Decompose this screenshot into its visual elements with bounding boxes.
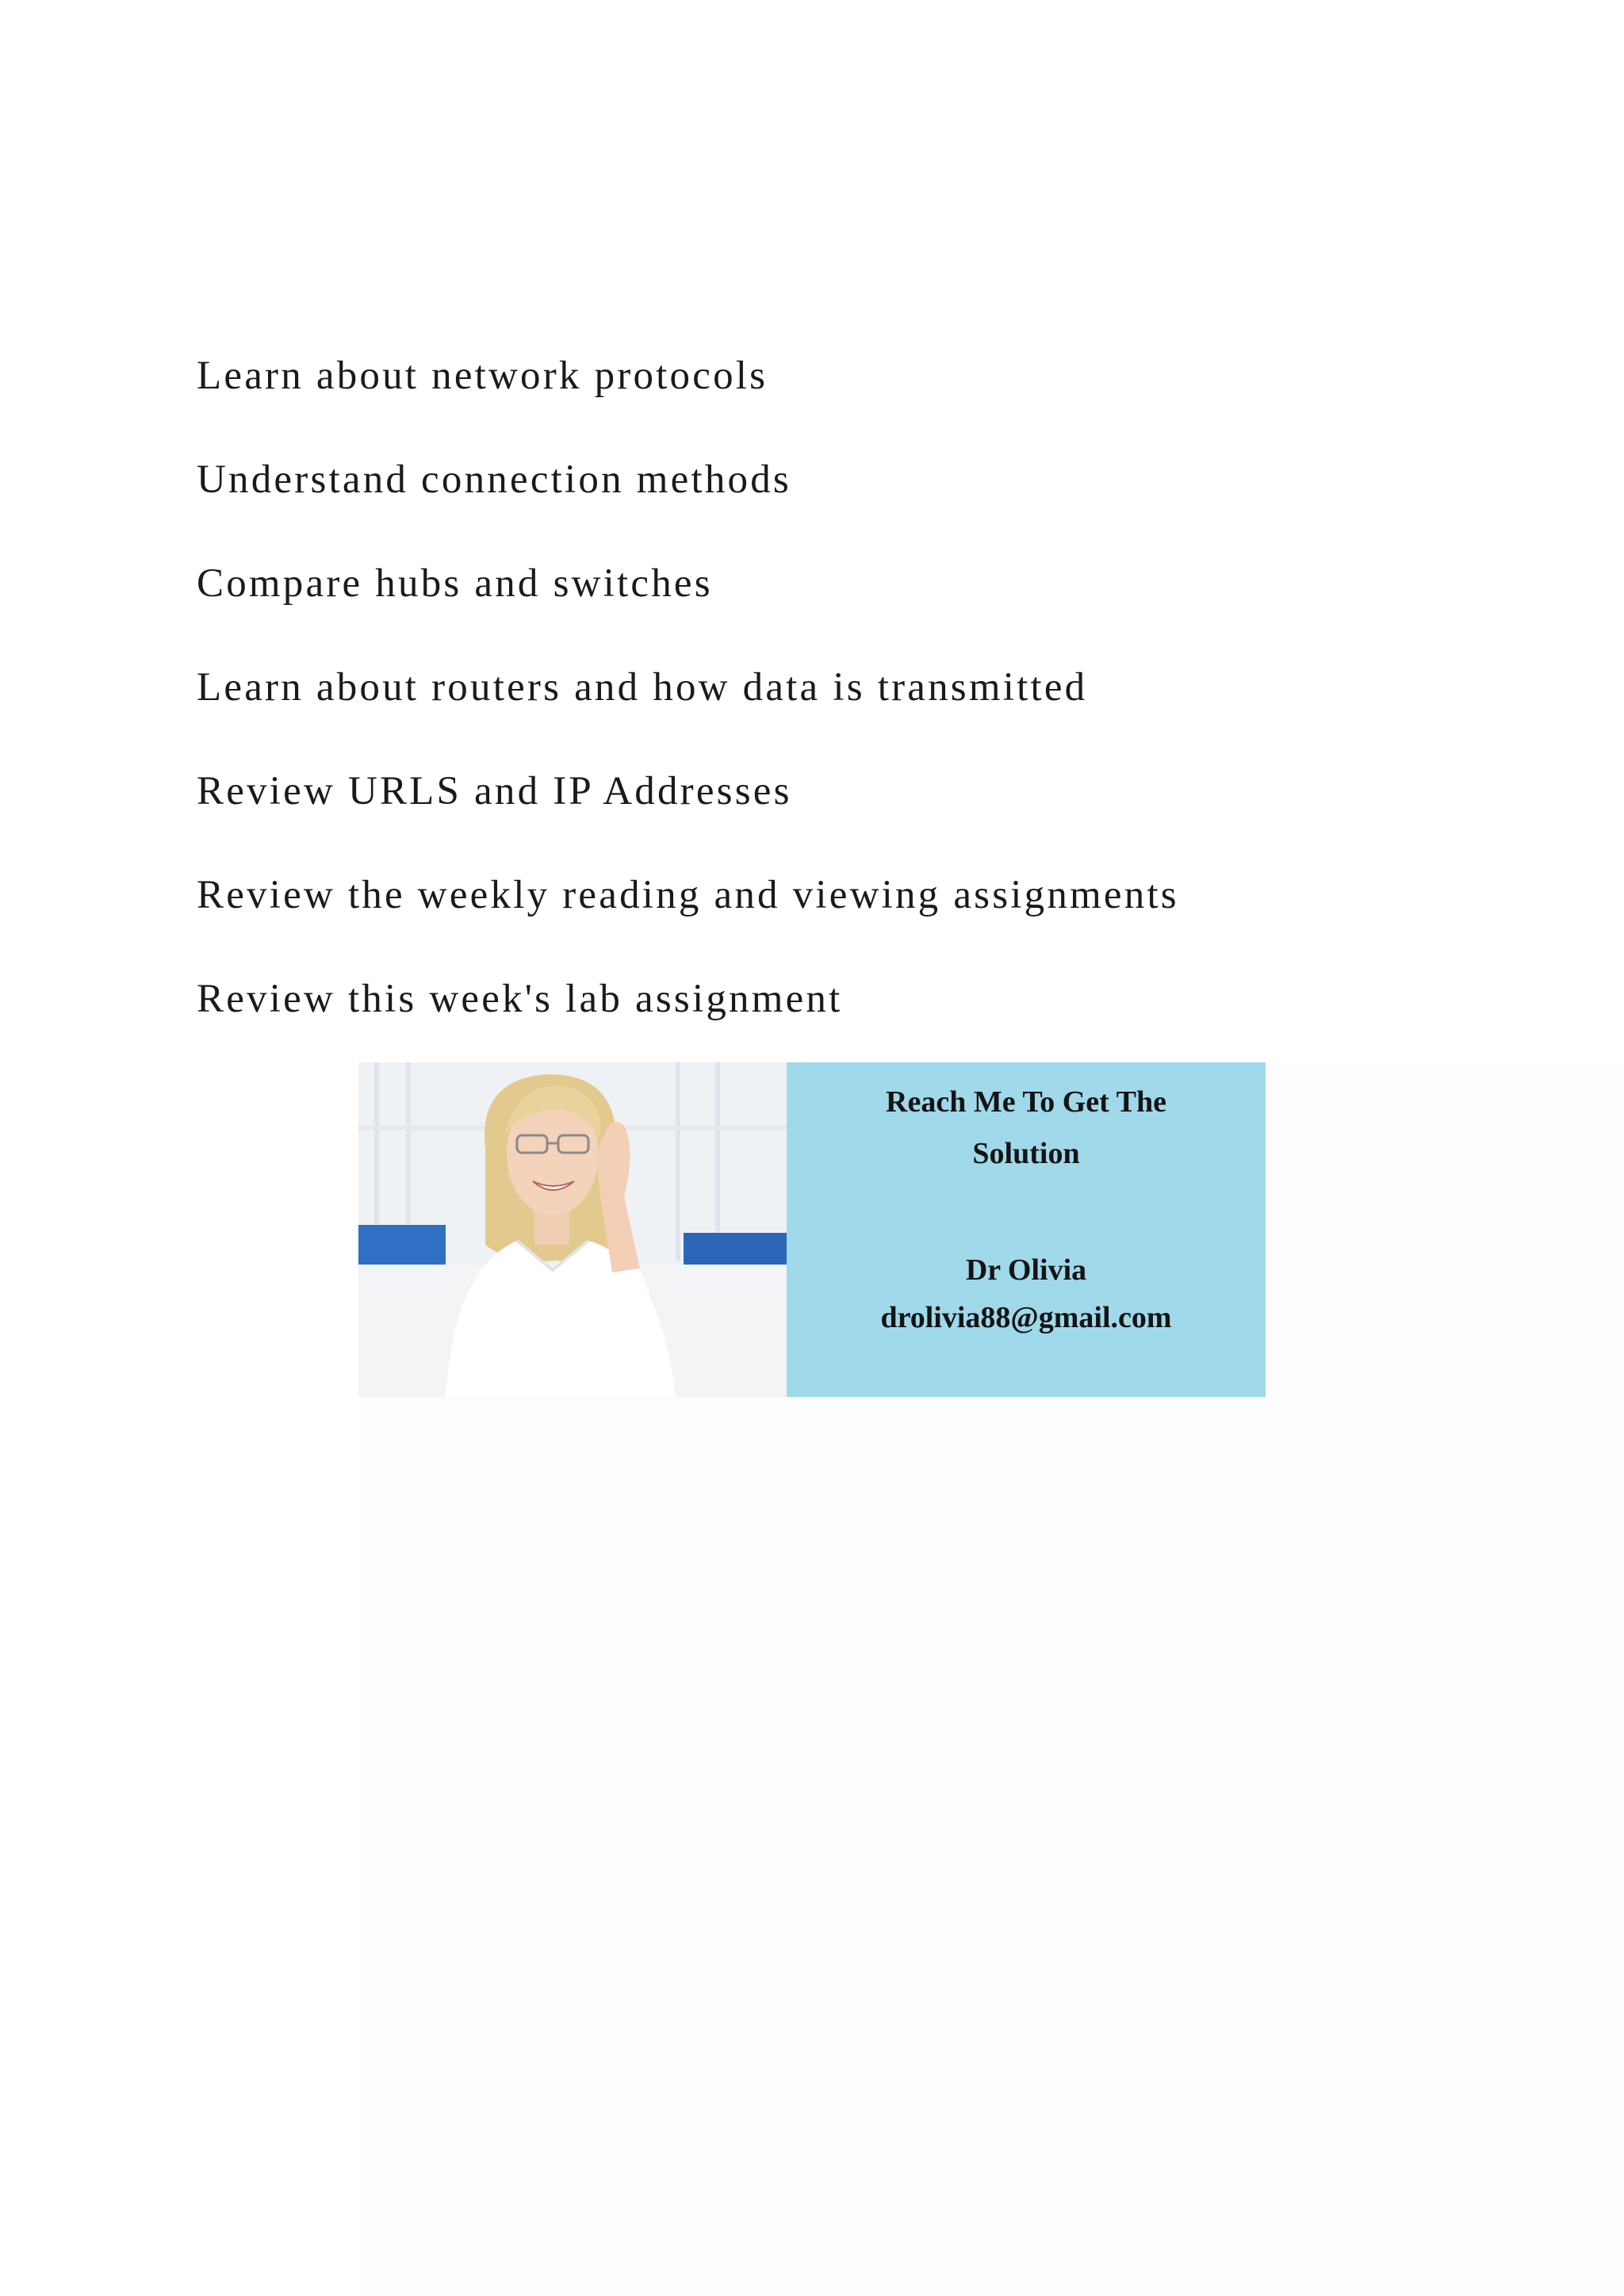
banner-heading-line1: Reach Me To Get The — [886, 1085, 1166, 1119]
contact-name: Dr Olivia — [965, 1253, 1087, 1287]
list-item: Review the weekly reading and viewing assignments — [197, 873, 1179, 917]
list-item: Learn about network protocols — [197, 354, 768, 398]
list-item: Compare hubs and switches — [197, 561, 713, 606]
list-item: Learn about routers and how data is transmitted — [197, 665, 1088, 710]
contact-email: drolivia88@gmail.com — [880, 1301, 1172, 1334]
objectives-list — [197, 347, 1179, 1074]
contact-panel — [787, 1062, 1266, 1397]
banner-heading-line2: Solution — [972, 1137, 1080, 1170]
woman-photo — [358, 1062, 787, 1397]
list-item: Review URLS and IP Addresses — [197, 769, 792, 813]
contact-banner — [358, 1062, 1266, 1397]
list-item: Understand connection methods — [197, 457, 791, 502]
list-item: Review this week's lab assignment — [197, 977, 843, 1021]
